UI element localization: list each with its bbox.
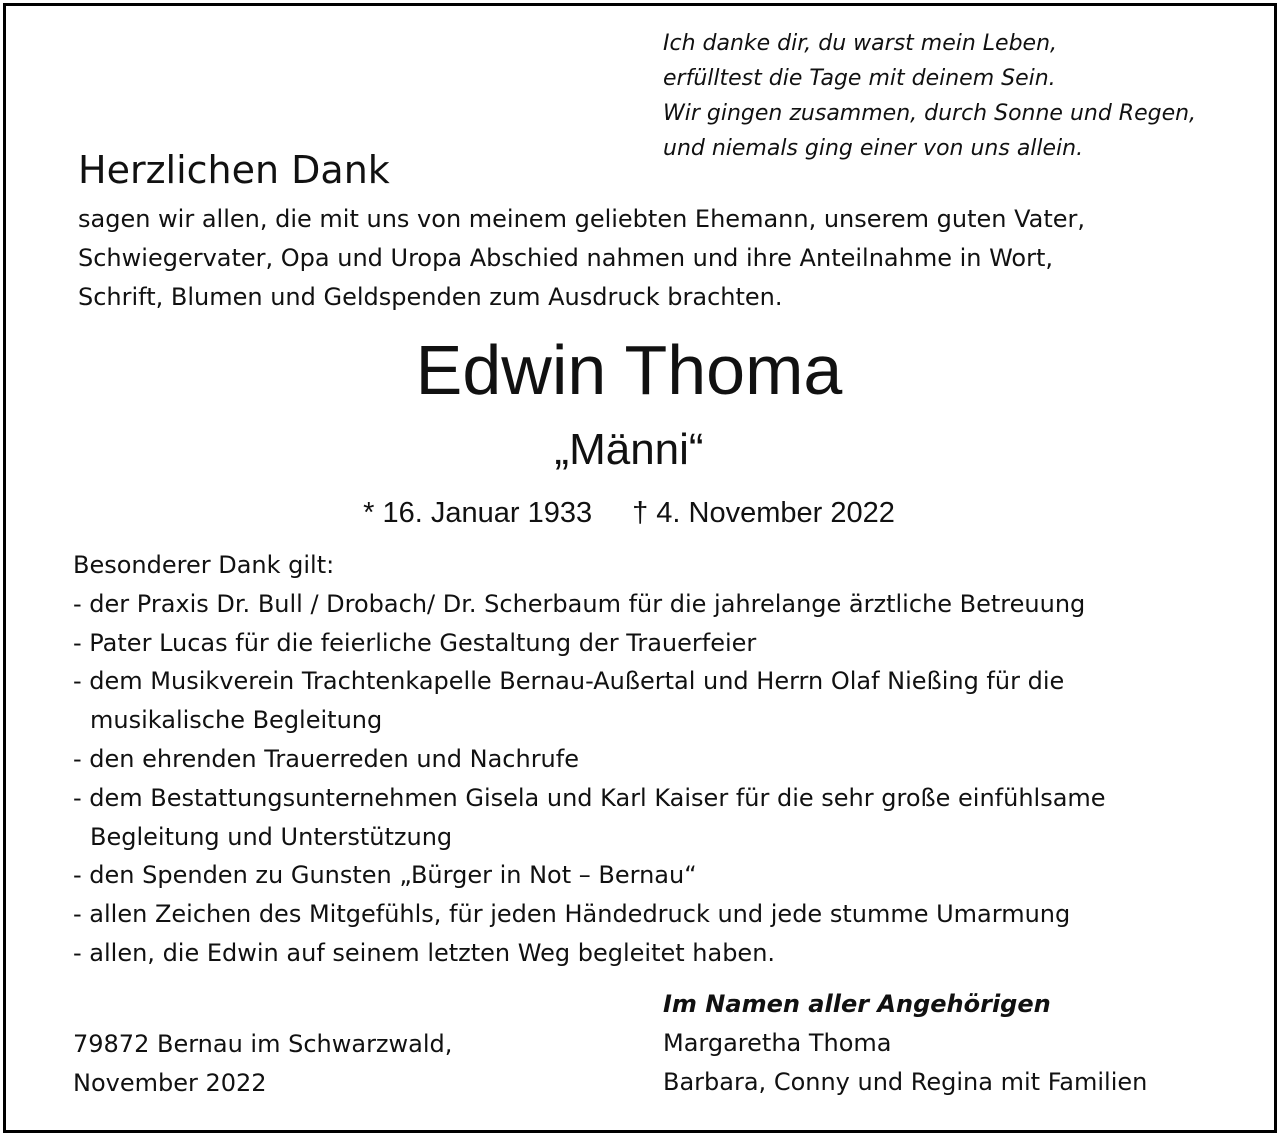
poem-line: und niemals ging einer von uns allein. — [663, 136, 1084, 161]
thanks-title: Besonderer Dank gilt: — [73, 551, 335, 579]
death-date: † 4. November 2022 — [632, 497, 895, 529]
thanks-item-continued: Begleitung und Unterstützung — [90, 822, 453, 851]
thanks-item: - den Spenden zu Gunsten „Bürger in Not – Bernau“ — [73, 861, 697, 890]
place-location: 79872 Bernau im Schwarzwald, — [73, 1030, 453, 1058]
poem-line: Ich danke dir, du warst mein Leben, — [663, 31, 1058, 56]
place-date: November 2022 — [73, 1069, 267, 1097]
poem — [663, 26, 1196, 166]
thanks-item: - den ehrenden Trauerreden und Nachrufe — [73, 744, 579, 773]
poem-line: erfülltest die Tage mit deinem Sein. — [663, 66, 1056, 91]
thanks-item: - Pater Lucas für die feierliche Gestaltung der Trauerfeier — [73, 628, 757, 657]
deceased-name: Edwin Thoma — [415, 331, 843, 409]
place-and-date — [73, 1025, 452, 1103]
thanks-item: - der Praxis Dr. Bull / Drobach/ Dr. Scherbaum für die jahrelange ärztliche Betreuung — [73, 589, 1086, 618]
intro-line: sagen wir allen, die mit uns von meinem geliebten Ehemann, unserem guten Vater, — [78, 205, 1086, 233]
poem-line: Wir gingen zusammen, durch Sonne und Regen, — [663, 101, 1197, 126]
signature-name: Barbara, Conny und Regina mit Familien — [663, 1068, 1148, 1096]
intro-line: Schrift, Blumen und Geldspenden zum Ausdruck brachten. — [78, 283, 783, 311]
special-thanks — [73, 546, 1106, 973]
heading: Herzlichen Dank — [78, 148, 390, 192]
thanks-item: - dem Musikverein Trachtenkapelle Bernau-Außertal und Herrn Olaf Nießing für die — [73, 667, 1065, 696]
signature-block — [663, 985, 1147, 1102]
life-dates — [0, 493, 1258, 533]
deceased-nickname: „Männi“ — [554, 425, 704, 474]
thanks-item-continued: musikalische Begleitung — [90, 706, 383, 735]
intro-line: Schwiegervater, Opa und Uropa Abschied nahmen und ihre Anteilnahme in Wort, — [78, 244, 1054, 272]
birth-date: * 16. Januar 1933 — [363, 497, 593, 529]
thanks-item: - allen Zeichen des Mitgefühls, für jeden Händedruck und jede stumme Umarmung — [73, 900, 1071, 929]
thanks-item: - dem Bestattungsunternehmen Gisela und Karl Kaiser für die sehr große einfühlsame — [73, 783, 1106, 812]
signature-name: Margaretha Thoma — [663, 1029, 892, 1057]
thanks-item: - allen, die Edwin auf seinem letzten Weg begleitet haben. — [73, 938, 776, 967]
intro-text — [78, 200, 1085, 317]
signature-intro: Im Namen aller Angehörigen — [663, 990, 1051, 1018]
